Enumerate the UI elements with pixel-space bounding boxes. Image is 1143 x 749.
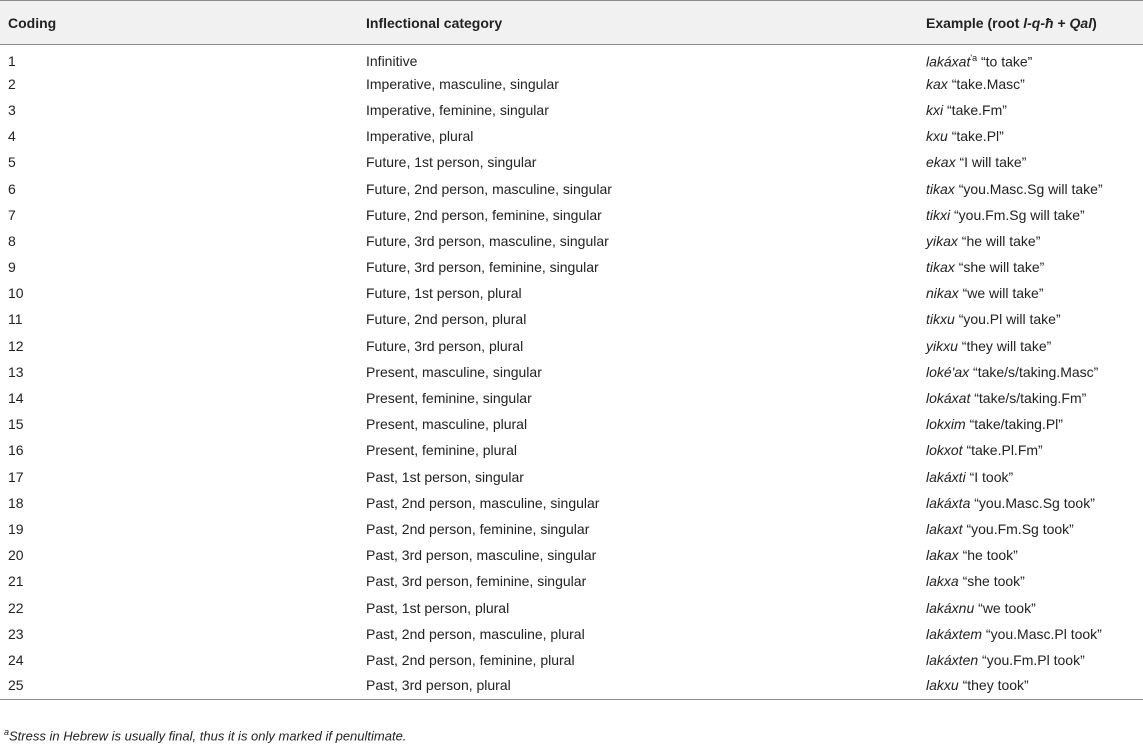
table-row bbox=[0, 437, 1143, 463]
cell-example bbox=[918, 411, 1143, 437]
table-row bbox=[0, 254, 1143, 280]
example-gloss: “we took” bbox=[978, 599, 1036, 616]
example-gloss: “they will take” bbox=[961, 337, 1052, 354]
table-row bbox=[0, 280, 1143, 306]
example-word: lakáxti bbox=[926, 468, 966, 485]
header-example-suffix: ) bbox=[1092, 14, 1097, 31]
table-row bbox=[0, 568, 1143, 594]
header-example-plus: + bbox=[1053, 14, 1070, 31]
cell-example bbox=[918, 647, 1143, 673]
example-word: tikxu bbox=[926, 311, 955, 328]
header-example bbox=[918, 1, 1143, 45]
cell-example bbox=[918, 568, 1143, 594]
example-gloss: “he will take” bbox=[961, 232, 1041, 249]
example-word: tikax bbox=[926, 180, 955, 197]
cell-category: Imperative, plural bbox=[366, 128, 474, 145]
example-word: lakáxat bbox=[926, 53, 971, 70]
cell-example bbox=[918, 673, 1143, 699]
example-gloss: “take.Pl” bbox=[951, 128, 1004, 145]
example-word: yikxu bbox=[926, 337, 958, 354]
cell-coding: 19 bbox=[8, 520, 24, 537]
table-row bbox=[0, 464, 1143, 490]
example-word: lakaxt bbox=[926, 520, 963, 537]
cell-category: Past, 2nd person, feminine, singular bbox=[366, 520, 590, 537]
cell-coding: 11 bbox=[8, 311, 23, 328]
example-word: tikax bbox=[926, 259, 955, 276]
example-word: kxi bbox=[926, 101, 944, 118]
table-row bbox=[0, 385, 1143, 411]
cell-example bbox=[918, 45, 1143, 71]
cell-example bbox=[918, 149, 1143, 175]
cell-coding: 13 bbox=[8, 363, 24, 380]
cell-category: Imperative, masculine, singular bbox=[366, 75, 559, 92]
table-row bbox=[0, 516, 1143, 542]
table-row bbox=[0, 202, 1143, 228]
table-row bbox=[0, 97, 1143, 123]
cell-example bbox=[918, 385, 1143, 411]
cell-coding: 20 bbox=[8, 547, 24, 564]
example-gloss: “she will take” bbox=[958, 259, 1045, 276]
cell-category: Present, masculine, singular bbox=[366, 363, 542, 380]
example-gloss: “you.Fm.Pl took” bbox=[982, 651, 1085, 668]
cell-category: Future, 1st person, plural bbox=[366, 285, 522, 302]
cell-coding: 1 bbox=[8, 52, 16, 69]
cell-coding: 4 bbox=[8, 128, 16, 145]
cell-category: Past, 2nd person, masculine, plural bbox=[366, 625, 585, 642]
cell-category: Future, 1st person, singular bbox=[366, 154, 537, 171]
table-row bbox=[0, 594, 1143, 620]
example-gloss: “you.Masc.Pl took” bbox=[985, 625, 1102, 642]
header-example-prefix: Example (root bbox=[926, 14, 1024, 31]
cell-example bbox=[918, 621, 1143, 647]
cell-example bbox=[918, 71, 1143, 97]
header-example-binyan: Qal bbox=[1069, 14, 1093, 31]
cell-category: Present, masculine, plural bbox=[366, 416, 528, 433]
table-row bbox=[0, 333, 1143, 359]
example-gloss: “you.Pl will take” bbox=[958, 311, 1061, 328]
header-coding: Coding bbox=[0, 1, 358, 45]
example-gloss: “they took” bbox=[962, 676, 1029, 693]
example-word: lakax bbox=[926, 547, 959, 564]
cell-example bbox=[918, 254, 1143, 280]
cell-category: Past, 1st person, singular bbox=[366, 468, 524, 485]
cell-example bbox=[918, 306, 1143, 332]
table-row bbox=[0, 306, 1143, 332]
table-row bbox=[0, 71, 1143, 97]
cell-category: Past, 3rd person, plural bbox=[358, 673, 918, 699]
cell-category: Imperative, feminine, singular bbox=[366, 101, 549, 118]
example-word: lakxa bbox=[926, 573, 959, 590]
cell-category: Past, 3rd person, masculine, singular bbox=[366, 547, 597, 564]
example-word: ekax bbox=[926, 154, 956, 171]
example-gloss: “we will take” bbox=[962, 285, 1044, 302]
table-row bbox=[0, 45, 1143, 71]
table-row bbox=[0, 228, 1143, 254]
cell-coding: 21 bbox=[8, 573, 24, 590]
cell-category: Future, 3rd person, plural bbox=[366, 337, 524, 354]
table-header bbox=[0, 1, 1143, 45]
table-row bbox=[0, 175, 1143, 201]
example-word: kxu bbox=[926, 128, 948, 145]
table-row bbox=[0, 359, 1143, 385]
example-gloss: “take.Pl.Fm” bbox=[966, 442, 1043, 459]
cell-category: Past, 2nd person, feminine, plural bbox=[366, 651, 575, 668]
cell-coding: 16 bbox=[8, 442, 24, 459]
header-row bbox=[0, 1, 1143, 45]
cell-category: Past, 1st person, plural bbox=[366, 599, 510, 616]
cell-coding: 23 bbox=[8, 625, 24, 642]
cell-coding: 18 bbox=[8, 494, 24, 511]
example-gloss: “he took” bbox=[962, 547, 1018, 564]
example-gloss: “I took” bbox=[969, 468, 1014, 485]
example-gloss: “to take” bbox=[980, 53, 1033, 70]
cell-category: Present, feminine, singular bbox=[366, 390, 532, 407]
example-gloss: “take.Masc” bbox=[951, 75, 1025, 92]
cell-category: Future, 2nd person, plural bbox=[366, 311, 527, 328]
cell-category: Future, 2nd person, masculine, singular bbox=[366, 180, 612, 197]
header-example-root: l-q-ħ bbox=[1023, 14, 1054, 31]
cell-coding: 5 bbox=[8, 154, 16, 171]
cell-category: Infinitive bbox=[366, 52, 418, 69]
footnote-text: Stress in Hebrew is usually final, thus it is only marked if penultimate. bbox=[9, 728, 407, 744]
table-row bbox=[0, 621, 1143, 647]
cell-category: Future, 3rd person, masculine, singular bbox=[366, 232, 609, 249]
cell-coding: 17 bbox=[8, 468, 24, 485]
example-word: lakáxten bbox=[926, 651, 979, 668]
cell-coding: 15 bbox=[8, 416, 24, 433]
footnote-ref: 'a bbox=[970, 52, 978, 63]
cell-example bbox=[918, 280, 1143, 306]
example-gloss: “take/s/taking.Fm” bbox=[974, 390, 1087, 407]
cell-category: Future, 3rd person, feminine, singular bbox=[366, 259, 599, 276]
cell-example bbox=[918, 228, 1143, 254]
example-gloss: “you.Fm.Sg took” bbox=[966, 520, 1074, 537]
cell-coding: 3 bbox=[8, 101, 16, 118]
example-word: lakáxtem bbox=[926, 625, 983, 642]
table-row bbox=[0, 411, 1143, 437]
cell-category: Past, 3rd person, feminine, singular bbox=[366, 573, 587, 590]
cell-example bbox=[918, 437, 1143, 463]
example-gloss: “take/s/taking.Masc” bbox=[973, 363, 1099, 380]
cell-example bbox=[918, 333, 1143, 359]
cell-category: Future, 2nd person, feminine, singular bbox=[366, 206, 602, 223]
cell-example bbox=[918, 542, 1143, 568]
table-row bbox=[0, 149, 1143, 175]
cell-coding: 7 bbox=[8, 206, 16, 223]
cell-example bbox=[918, 123, 1143, 149]
example-word: loké'ax bbox=[926, 363, 970, 380]
table-row bbox=[0, 647, 1143, 673]
cell-category: Past, 2nd person, masculine, singular bbox=[366, 494, 600, 511]
cell-coding: 12 bbox=[8, 337, 24, 354]
cell-example bbox=[918, 464, 1143, 490]
cell-coding: 25 bbox=[0, 673, 358, 699]
cell-example bbox=[918, 359, 1143, 385]
example-word: lokxim bbox=[926, 416, 966, 433]
example-word: lakáxta bbox=[926, 494, 971, 511]
cell-coding: 22 bbox=[8, 599, 24, 616]
example-word: tikxi bbox=[926, 206, 951, 223]
footnote-marker: a bbox=[4, 727, 10, 737]
example-word: nikax bbox=[926, 285, 959, 302]
example-word: lokxot bbox=[926, 442, 963, 459]
cell-example bbox=[918, 202, 1143, 228]
cell-coding: 2 bbox=[8, 75, 16, 92]
cell-coding: 8 bbox=[8, 232, 16, 249]
table-row bbox=[0, 542, 1143, 568]
table-row bbox=[0, 123, 1143, 149]
table-row bbox=[0, 673, 1143, 699]
footnote bbox=[4, 727, 406, 743]
example-word: lakxu bbox=[926, 676, 959, 693]
example-gloss: “you.Fm.Sg will take” bbox=[954, 206, 1085, 223]
cell-coding: 10 bbox=[8, 285, 24, 302]
example-gloss: “you.Masc.Sg will take” bbox=[958, 180, 1103, 197]
cell-coding: 14 bbox=[8, 390, 24, 407]
cell-coding: 24 bbox=[8, 651, 24, 668]
cell-example bbox=[918, 594, 1143, 620]
example-word: yikax bbox=[926, 232, 958, 249]
cell-category: Present, feminine, plural bbox=[366, 442, 517, 459]
example-gloss: “you.Masc.Sg took” bbox=[974, 494, 1095, 511]
example-word: lakáxnu bbox=[926, 599, 975, 616]
cell-example bbox=[918, 175, 1143, 201]
example-word: lokáxat bbox=[926, 390, 971, 407]
example-word: kax bbox=[926, 75, 948, 92]
example-gloss: “take.Fm” bbox=[947, 101, 1007, 118]
cell-coding: 6 bbox=[8, 180, 16, 197]
example-gloss: “take/taking.Pl” bbox=[969, 416, 1063, 433]
cell-example bbox=[918, 516, 1143, 542]
header-category: Inflectional category bbox=[358, 1, 918, 45]
example-gloss: “she took” bbox=[962, 573, 1025, 590]
cell-coding: 9 bbox=[8, 259, 16, 276]
table-row bbox=[0, 490, 1143, 516]
table-body bbox=[0, 45, 1143, 700]
example-gloss: “I will take” bbox=[959, 154, 1027, 171]
cell-example bbox=[918, 490, 1143, 516]
cell-example bbox=[918, 97, 1143, 123]
